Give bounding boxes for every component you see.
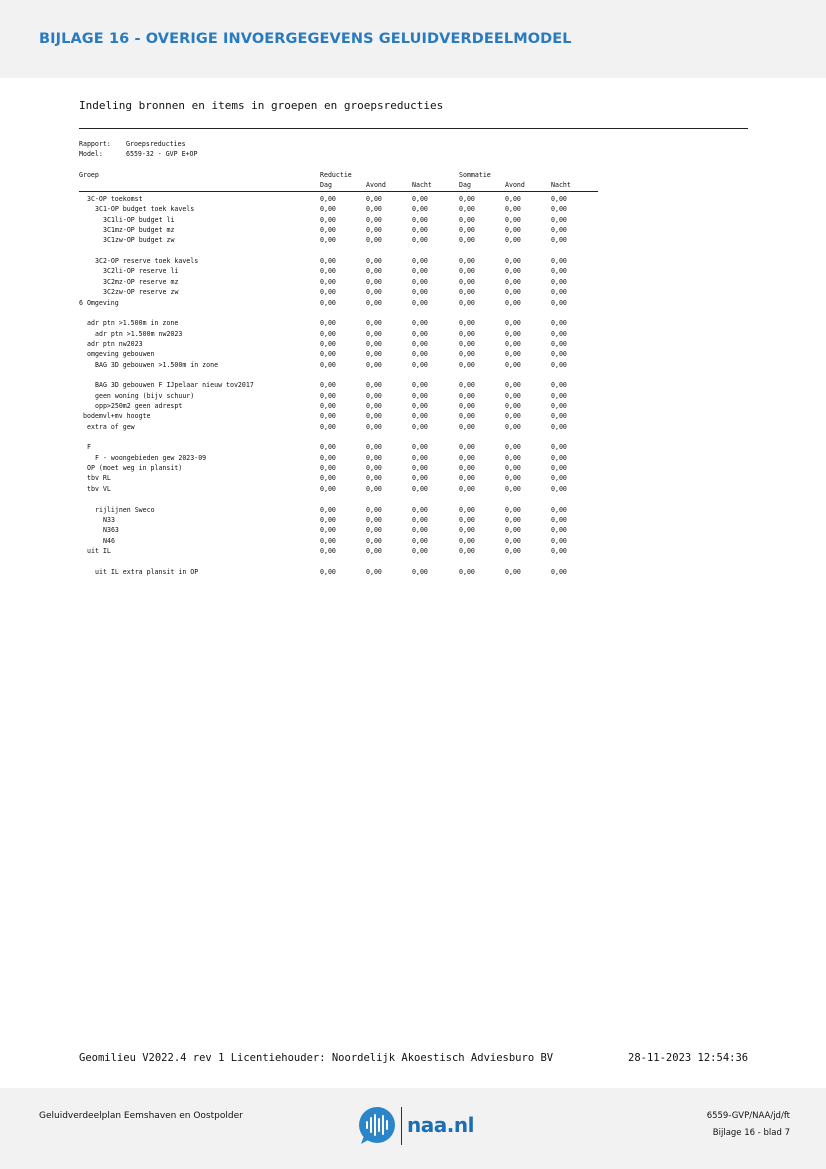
value-cell: 0,00 xyxy=(551,257,567,266)
model-label: Model: xyxy=(79,150,103,158)
generated-datetime: 28-11-2023 12:54:36 xyxy=(628,1052,749,1064)
value-cell: 0,00 xyxy=(459,195,475,203)
value-cell: 0,00 xyxy=(551,453,567,462)
group-name: F xyxy=(87,443,91,452)
group-name: BAG 3D gebouwen >1.500m in zone xyxy=(95,360,219,369)
group-name: rijlijnen Sweco xyxy=(95,505,155,514)
value-cell: 0,00 xyxy=(551,329,567,338)
report-subtitle: Indeling bronnen en items in groepen en groepsreducties xyxy=(79,99,444,112)
value-cell: 0,00 xyxy=(459,412,475,421)
table-row xyxy=(0,216,826,226)
value-cell: 0,00 xyxy=(551,484,567,493)
value-cell: 0,00 xyxy=(320,505,336,514)
group-name: F - woongebieden gew 2023-09 xyxy=(95,453,207,462)
value-cell: 0,00 xyxy=(366,298,382,307)
value-cell: 0,00 xyxy=(459,536,475,545)
value-cell: 0,00 xyxy=(505,484,521,493)
logo-text: naa.nl xyxy=(407,1113,474,1137)
value-cell: 0,00 xyxy=(412,464,428,473)
value-cell: 0,00 xyxy=(505,567,521,576)
column-header-reductie-nacht: Nacht xyxy=(412,181,432,189)
table-row xyxy=(0,381,826,391)
value-cell: 0,00 xyxy=(459,505,475,514)
value-cell: 0,00 xyxy=(366,267,382,276)
value-cell: 0,00 xyxy=(412,277,428,286)
value-cell: 0,00 xyxy=(551,443,567,452)
value-cell: 0,00 xyxy=(459,236,475,245)
table-row xyxy=(0,526,826,536)
value-cell: 0,00 xyxy=(366,484,382,493)
table-row xyxy=(0,288,826,298)
value-cell: 0,00 xyxy=(551,412,567,421)
value-cell: 0,00 xyxy=(412,546,428,555)
value-cell: 0,00 xyxy=(459,205,475,214)
value-cell: 0,00 xyxy=(366,567,382,576)
value-cell: 0,00 xyxy=(551,464,567,473)
value-cell: 0,00 xyxy=(551,339,567,348)
value-cell: 0,00 xyxy=(412,339,428,348)
value-cell: 0,00 xyxy=(366,536,382,545)
value-cell: 0,00 xyxy=(459,319,475,328)
table-row xyxy=(0,537,826,547)
value-cell: 0,00 xyxy=(412,567,428,576)
column-header-reductie-avond: Avond xyxy=(366,181,386,189)
value-cell: 0,00 xyxy=(412,515,428,524)
value-cell: 0,00 xyxy=(459,288,475,297)
value-cell: 0,00 xyxy=(320,215,336,224)
group-name: adr ptn >1.500m in zone xyxy=(87,319,179,328)
value-cell: 0,00 xyxy=(412,257,428,266)
value-cell: 0,00 xyxy=(551,267,567,276)
value-cell: 0,00 xyxy=(320,515,336,524)
value-cell: 0,00 xyxy=(459,215,475,224)
value-cell: 0,00 xyxy=(366,464,382,473)
group-name: opp>250m2 geen adrespt xyxy=(95,402,183,410)
value-cell: 0,00 xyxy=(412,205,428,214)
group-name: 3C2zw-OP reserve zw xyxy=(103,288,179,297)
value-cell: 0,00 xyxy=(551,350,567,359)
column-header-reductie-dag: Dag xyxy=(320,181,332,189)
value-cell: 0,00 xyxy=(459,391,475,400)
table-row xyxy=(0,464,826,474)
value-cell: 0,00 xyxy=(366,443,382,452)
value-cell: 0,00 xyxy=(505,319,521,328)
table-row xyxy=(0,485,826,495)
table-header-rule xyxy=(79,191,598,192)
value-cell: 0,00 xyxy=(320,277,336,286)
table-row xyxy=(0,195,826,205)
group-name: omgeving gebouwen xyxy=(87,350,155,359)
value-cell: 0,00 xyxy=(366,339,382,348)
value-cell: 0,00 xyxy=(459,515,475,524)
value-cell: 0,00 xyxy=(320,567,336,576)
value-cell: 0,00 xyxy=(551,422,567,431)
page-title: BIJLAGE 16 - OVERIGE INVOERGEGEVENS GELUIDVERDEELMODEL xyxy=(39,31,572,47)
value-cell: 0,00 xyxy=(412,443,428,452)
rapport-value: Groepsreducties xyxy=(126,140,186,148)
table-row xyxy=(0,350,826,360)
value-cell: 0,00 xyxy=(320,339,336,348)
value-cell: 0,00 xyxy=(366,402,382,410)
group-name: 3C2-OP reserve toek kavels xyxy=(95,257,199,266)
group-column-header: Groep xyxy=(79,171,99,179)
value-cell: 0,00 xyxy=(412,329,428,338)
value-cell: 0,00 xyxy=(320,195,336,203)
group-name: BAG 3D gebouwen F IJpelaar nieuw tov2017 xyxy=(95,381,254,390)
value-cell: 0,00 xyxy=(412,215,428,224)
table-row xyxy=(0,236,826,246)
group-name: extra of gew xyxy=(87,422,135,431)
value-cell: 0,00 xyxy=(412,298,428,307)
value-cell: 0,00 xyxy=(551,195,567,203)
value-cell: 0,00 xyxy=(459,298,475,307)
group-name: 3C1-OP budget toek kavels xyxy=(95,205,195,214)
value-cell: 0,00 xyxy=(320,443,336,452)
value-cell: 0,00 xyxy=(320,288,336,297)
value-cell: 0,00 xyxy=(505,277,521,286)
table-row xyxy=(0,257,826,267)
table-row xyxy=(0,278,826,288)
group-name: 6 Omgeving xyxy=(79,298,119,307)
page-number: Bijlage 16 - blad 7 xyxy=(712,1128,790,1138)
sommatie-header: Sommatie xyxy=(459,171,491,179)
value-cell: 0,00 xyxy=(551,402,567,410)
value-cell: 0,00 xyxy=(505,339,521,348)
value-cell: 0,00 xyxy=(505,526,521,535)
value-cell: 0,00 xyxy=(505,267,521,276)
value-cell: 0,00 xyxy=(459,350,475,359)
value-cell: 0,00 xyxy=(320,205,336,214)
value-cell: 0,00 xyxy=(459,226,475,235)
table-row xyxy=(0,443,826,453)
group-name: adr ptn nw2023 xyxy=(87,339,143,348)
value-cell: 0,00 xyxy=(459,567,475,576)
value-cell: 0,00 xyxy=(551,381,567,390)
value-cell: 0,00 xyxy=(505,536,521,545)
value-cell: 0,00 xyxy=(505,505,521,514)
group-name: uit IL extra plansit in OP xyxy=(95,567,199,576)
value-cell: 0,00 xyxy=(551,515,567,524)
generator-line: Geomilieu V2022.4 rev 1 Licentiehouder: Noordelijk Akoestisch Adviesburo BV xyxy=(79,1052,554,1064)
value-cell: 0,00 xyxy=(459,526,475,535)
value-cell: 0,00 xyxy=(366,474,382,483)
value-cell: 0,00 xyxy=(459,464,475,473)
value-cell: 0,00 xyxy=(320,298,336,307)
value-cell: 0,00 xyxy=(551,226,567,235)
value-cell: 0,00 xyxy=(551,391,567,400)
value-cell: 0,00 xyxy=(320,329,336,338)
value-cell: 0,00 xyxy=(551,215,567,224)
group-name: adr ptn >1.500m nw2023 xyxy=(95,329,183,338)
table-row xyxy=(0,506,826,516)
value-cell: 0,00 xyxy=(505,360,521,369)
table-row xyxy=(0,423,826,433)
value-cell: 0,00 xyxy=(505,298,521,307)
value-cell: 0,00 xyxy=(366,277,382,286)
value-cell: 0,00 xyxy=(320,474,336,483)
value-cell: 0,00 xyxy=(412,350,428,359)
value-cell: 0,00 xyxy=(366,526,382,535)
value-cell: 0,00 xyxy=(505,236,521,245)
value-cell: 0,00 xyxy=(320,360,336,369)
value-cell: 0,00 xyxy=(551,319,567,328)
group-name: bodemvl+mv hoogte xyxy=(83,412,151,421)
value-cell: 0,00 xyxy=(505,391,521,400)
value-cell: 0,00 xyxy=(551,526,567,535)
value-cell: 0,00 xyxy=(320,350,336,359)
value-cell: 0,00 xyxy=(505,350,521,359)
group-name: N46 xyxy=(103,536,115,545)
value-cell: 0,00 xyxy=(505,402,521,410)
value-cell: 0,00 xyxy=(366,195,382,203)
value-cell: 0,00 xyxy=(320,236,336,245)
value-cell: 0,00 xyxy=(551,236,567,245)
value-cell: 0,00 xyxy=(459,277,475,286)
value-cell: 0,00 xyxy=(320,464,336,473)
value-cell: 0,00 xyxy=(551,277,567,286)
project-name: Geluidverdeelplan Eemshaven en Oostpolder xyxy=(39,1111,243,1121)
value-cell: 0,00 xyxy=(459,360,475,369)
value-cell: 0,00 xyxy=(320,422,336,431)
table-row xyxy=(0,474,826,484)
value-cell: 0,00 xyxy=(366,205,382,214)
table-row xyxy=(0,402,826,412)
table-row xyxy=(0,319,826,329)
value-cell: 0,00 xyxy=(412,536,428,545)
rapport-label: Rapport: xyxy=(79,140,111,148)
value-cell: 0,00 xyxy=(505,381,521,390)
group-name: OP (moet weg in plansit) xyxy=(87,464,183,473)
group-name: 3C1zw-OP budget zw xyxy=(103,236,175,245)
value-cell: 0,00 xyxy=(320,267,336,276)
value-cell: 0,00 xyxy=(366,236,382,245)
value-cell: 0,00 xyxy=(459,546,475,555)
value-cell: 0,00 xyxy=(412,360,428,369)
value-cell: 0,00 xyxy=(366,453,382,462)
column-header-sommatie-avond: Avond xyxy=(505,181,525,189)
value-cell: 0,00 xyxy=(505,412,521,421)
value-cell: 0,00 xyxy=(412,319,428,328)
column-header-sommatie-nacht: Nacht xyxy=(551,181,571,189)
value-cell: 0,00 xyxy=(505,215,521,224)
value-cell: 0,00 xyxy=(505,443,521,452)
value-cell: 0,00 xyxy=(505,257,521,266)
value-cell: 0,00 xyxy=(551,567,567,576)
group-name: tbv VL xyxy=(87,484,111,493)
table-row xyxy=(0,547,826,557)
value-cell: 0,00 xyxy=(366,329,382,338)
value-cell: 0,00 xyxy=(551,536,567,545)
table-row xyxy=(0,267,826,277)
value-cell: 0,00 xyxy=(320,412,336,421)
value-cell: 0,00 xyxy=(412,381,428,390)
value-cell: 0,00 xyxy=(320,526,336,535)
value-cell: 0,00 xyxy=(412,195,428,203)
table-row xyxy=(0,340,826,350)
value-cell: 0,00 xyxy=(459,381,475,390)
value-cell: 0,00 xyxy=(366,515,382,524)
naa-logo xyxy=(358,1106,478,1148)
value-cell: 0,00 xyxy=(459,402,475,410)
value-cell: 0,00 xyxy=(320,391,336,400)
group-name: N33 xyxy=(103,515,115,524)
value-cell: 0,00 xyxy=(551,205,567,214)
value-cell: 0,00 xyxy=(366,546,382,555)
value-cell: 0,00 xyxy=(366,412,382,421)
value-cell: 0,00 xyxy=(505,422,521,431)
value-cell: 0,00 xyxy=(459,267,475,276)
table-row xyxy=(0,454,826,464)
value-cell: 0,00 xyxy=(412,484,428,493)
sound-wave-icon xyxy=(358,1106,398,1146)
value-cell: 0,00 xyxy=(366,360,382,369)
value-cell: 0,00 xyxy=(412,267,428,276)
value-cell: 0,00 xyxy=(366,391,382,400)
value-cell: 0,00 xyxy=(320,226,336,235)
value-cell: 0,00 xyxy=(320,484,336,493)
value-cell: 0,00 xyxy=(551,298,567,307)
group-name: 3C2mz-OP reserve mz xyxy=(103,277,179,286)
group-name: 3C1mz-OP budget mz xyxy=(103,226,175,235)
value-cell: 0,00 xyxy=(366,288,382,297)
value-cell: 0,00 xyxy=(551,360,567,369)
value-cell: 0,00 xyxy=(459,339,475,348)
value-cell: 0,00 xyxy=(551,474,567,483)
value-cell: 0,00 xyxy=(505,453,521,462)
value-cell: 0,00 xyxy=(505,474,521,483)
value-cell: 0,00 xyxy=(412,453,428,462)
value-cell: 0,00 xyxy=(320,319,336,328)
value-cell: 0,00 xyxy=(459,422,475,431)
value-cell: 0,00 xyxy=(320,536,336,545)
value-cell: 0,00 xyxy=(459,484,475,493)
value-cell: 0,00 xyxy=(366,319,382,328)
value-cell: 0,00 xyxy=(412,412,428,421)
value-cell: 0,00 xyxy=(366,422,382,431)
value-cell: 0,00 xyxy=(459,443,475,452)
value-cell: 0,00 xyxy=(412,226,428,235)
table-row xyxy=(0,226,826,236)
value-cell: 0,00 xyxy=(412,526,428,535)
value-cell: 0,00 xyxy=(320,381,336,390)
reductie-header: Reductie xyxy=(320,171,352,179)
group-name: geen woning (bijv schuur) xyxy=(95,391,195,400)
group-name: N363 xyxy=(103,526,119,535)
value-cell: 0,00 xyxy=(366,215,382,224)
table-row xyxy=(0,330,826,340)
value-cell: 0,00 xyxy=(505,205,521,214)
value-cell: 0,00 xyxy=(412,391,428,400)
group-name: tbv RL xyxy=(87,474,111,483)
table-row xyxy=(0,568,826,578)
divider xyxy=(79,128,748,129)
group-name: 3C-OP toekomst xyxy=(87,195,143,203)
value-cell: 0,00 xyxy=(320,453,336,462)
value-cell: 0,00 xyxy=(551,288,567,297)
value-cell: 0,00 xyxy=(366,350,382,359)
value-cell: 0,00 xyxy=(412,505,428,514)
value-cell: 0,00 xyxy=(320,257,336,266)
value-cell: 0,00 xyxy=(459,474,475,483)
value-cell: 0,00 xyxy=(459,257,475,266)
value-cell: 0,00 xyxy=(412,422,428,431)
table-row xyxy=(0,205,826,215)
value-cell: 0,00 xyxy=(459,453,475,462)
group-name: 3C2li-OP reserve li xyxy=(103,267,179,276)
value-cell: 0,00 xyxy=(366,226,382,235)
group-name: uit IL xyxy=(87,546,111,555)
value-cell: 0,00 xyxy=(366,257,382,266)
group-name: 3C1li-OP budget li xyxy=(103,215,175,224)
value-cell: 0,00 xyxy=(412,402,428,410)
value-cell: 0,00 xyxy=(366,381,382,390)
value-cell: 0,00 xyxy=(505,546,521,555)
table-row xyxy=(0,299,826,309)
value-cell: 0,00 xyxy=(320,402,336,410)
value-cell: 0,00 xyxy=(412,236,428,245)
value-cell: 0,00 xyxy=(459,329,475,338)
value-cell: 0,00 xyxy=(505,226,521,235)
table-row xyxy=(0,361,826,371)
model-value: 6559-32 - GVP E+OP xyxy=(126,150,198,158)
value-cell: 0,00 xyxy=(505,329,521,338)
column-header-sommatie-dag: Dag xyxy=(459,181,471,189)
value-cell: 0,00 xyxy=(551,505,567,514)
value-cell: 0,00 xyxy=(505,288,521,297)
value-cell: 0,00 xyxy=(320,546,336,555)
logo-divider xyxy=(401,1107,402,1145)
table-row xyxy=(0,412,826,422)
value-cell: 0,00 xyxy=(551,546,567,555)
value-cell: 0,00 xyxy=(412,474,428,483)
table-row xyxy=(0,392,826,402)
value-cell: 0,00 xyxy=(505,515,521,524)
value-cell: 0,00 xyxy=(505,195,521,203)
value-cell: 0,00 xyxy=(366,505,382,514)
document-reference: 6559-GVP/NAA/jd/ft xyxy=(706,1111,790,1121)
table-row xyxy=(0,516,826,526)
value-cell: 0,00 xyxy=(412,288,428,297)
value-cell: 0,00 xyxy=(505,464,521,473)
